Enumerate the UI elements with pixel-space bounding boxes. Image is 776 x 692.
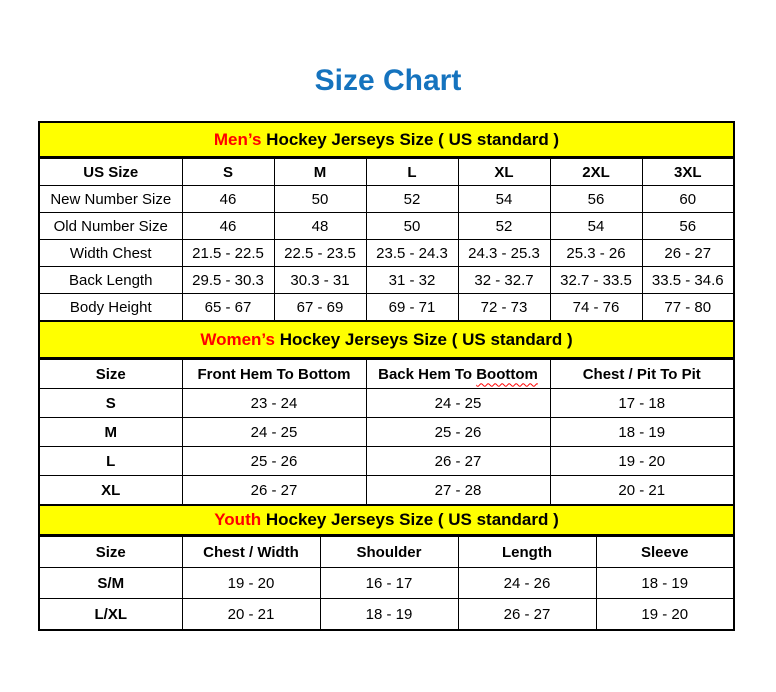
size-cell: 24 - 25 bbox=[182, 418, 366, 447]
size-cell: 60 bbox=[642, 186, 734, 213]
size-cell: 29.5 - 30.3 bbox=[182, 267, 274, 294]
table-row bbox=[39, 418, 734, 447]
womens-table bbox=[38, 359, 735, 506]
size-cell: 48 bbox=[274, 213, 366, 240]
size-cell: 26 - 27 bbox=[458, 599, 596, 631]
row-label: Width Chest bbox=[39, 240, 182, 267]
column-header: M bbox=[274, 159, 366, 186]
size-cell: 23.5 - 24.3 bbox=[366, 240, 458, 267]
row-label: S bbox=[39, 389, 182, 418]
mens-header-row bbox=[39, 159, 734, 186]
size-cell: 19 - 20 bbox=[596, 599, 734, 631]
row-label: XL bbox=[39, 476, 182, 506]
size-cell: 26 - 27 bbox=[642, 240, 734, 267]
size-cell: 21.5 - 22.5 bbox=[182, 240, 274, 267]
size-cell: 17 - 18 bbox=[550, 389, 734, 418]
youth-table bbox=[38, 536, 735, 631]
table-row bbox=[39, 213, 734, 240]
column-header: Size bbox=[39, 360, 182, 389]
youth-section bbox=[38, 506, 735, 631]
mens-section bbox=[38, 121, 735, 322]
column-header: Front Hem To Bottom bbox=[182, 360, 366, 389]
size-cell: 27 - 28 bbox=[366, 476, 550, 506]
size-cell: 56 bbox=[642, 213, 734, 240]
size-cell: 67 - 69 bbox=[274, 294, 366, 322]
size-cell: 25.3 - 26 bbox=[550, 240, 642, 267]
column-header: S bbox=[182, 159, 274, 186]
size-cell: 52 bbox=[366, 186, 458, 213]
womens-section-title bbox=[38, 322, 735, 359]
column-header-text: Back Hem To bbox=[378, 365, 473, 383]
table-row bbox=[39, 599, 734, 631]
size-cell: 18 - 19 bbox=[320, 599, 458, 631]
size-cell: 20 - 21 bbox=[550, 476, 734, 506]
column-header: XL bbox=[458, 159, 550, 186]
column-header: 2XL bbox=[550, 159, 642, 186]
misspelled-word: Boottom bbox=[476, 365, 538, 383]
table-row bbox=[39, 568, 734, 599]
table-row bbox=[39, 294, 734, 322]
youth-section-title bbox=[38, 506, 735, 536]
column-header: Sleeve bbox=[596, 537, 734, 568]
youth-band-accent: Youth bbox=[214, 510, 262, 529]
womens-header-row bbox=[39, 360, 734, 389]
size-cell: 72 - 73 bbox=[458, 294, 550, 322]
size-cell: 26 - 27 bbox=[366, 447, 550, 476]
size-cell: 54 bbox=[550, 213, 642, 240]
size-cell: 19 - 20 bbox=[550, 447, 734, 476]
table-row bbox=[39, 186, 734, 213]
size-cell: 56 bbox=[550, 186, 642, 213]
page-title: Size Chart bbox=[314, 64, 462, 97]
size-cell: 23 - 24 bbox=[182, 389, 366, 418]
size-cell: 16 - 17 bbox=[320, 568, 458, 599]
womens-band-text: Hockey Jerseys Size ( US standard ) bbox=[279, 330, 573, 349]
row-label: Back Length bbox=[39, 267, 182, 294]
size-cell: 18 - 19 bbox=[596, 568, 734, 599]
size-cell: 74 - 76 bbox=[550, 294, 642, 322]
size-cell: 20 - 21 bbox=[182, 599, 320, 631]
youth-band-text: Hockey Jerseys Size ( US standard ) bbox=[265, 510, 559, 529]
column-header: 3XL bbox=[642, 159, 734, 186]
size-cell: 19 - 20 bbox=[182, 568, 320, 599]
column-header: Length bbox=[458, 537, 596, 568]
size-cell: 24 - 26 bbox=[458, 568, 596, 599]
size-cell: 32 - 32.7 bbox=[458, 267, 550, 294]
size-cell: 18 - 19 bbox=[550, 418, 734, 447]
table-row bbox=[39, 240, 734, 267]
column-header: Chest / Pit To Pit bbox=[550, 360, 734, 389]
size-cell: 25 - 26 bbox=[366, 418, 550, 447]
size-cell: 52 bbox=[458, 213, 550, 240]
womens-band-accent: Women’s bbox=[200, 330, 275, 349]
youth-header-row bbox=[39, 537, 734, 568]
row-label: S/M bbox=[39, 568, 182, 599]
size-cell: 54 bbox=[458, 186, 550, 213]
size-cell: 26 - 27 bbox=[182, 476, 366, 506]
size-cell: 32.7 - 33.5 bbox=[550, 267, 642, 294]
column-header: Chest / Width bbox=[182, 537, 320, 568]
table-row bbox=[39, 267, 734, 294]
size-cell: 30.3 - 31 bbox=[274, 267, 366, 294]
size-cell: 31 - 32 bbox=[366, 267, 458, 294]
column-header: L bbox=[366, 159, 458, 186]
row-label: L bbox=[39, 447, 182, 476]
size-cell: 22.5 - 23.5 bbox=[274, 240, 366, 267]
mens-band-text: Hockey Jerseys Size ( US standard ) bbox=[266, 130, 560, 149]
size-cell: 69 - 71 bbox=[366, 294, 458, 322]
column-header: Size bbox=[39, 537, 182, 568]
size-cell: 50 bbox=[366, 213, 458, 240]
table-row bbox=[39, 389, 734, 418]
size-cell: 46 bbox=[182, 186, 274, 213]
mens-table bbox=[38, 158, 735, 322]
column-header bbox=[366, 360, 550, 389]
size-cell: 24 - 25 bbox=[366, 389, 550, 418]
size-cell: 33.5 - 34.6 bbox=[642, 267, 734, 294]
table-row bbox=[39, 447, 734, 476]
size-cell: 25 - 26 bbox=[182, 447, 366, 476]
row-label: L/XL bbox=[39, 599, 182, 631]
row-label: New Number Size bbox=[39, 186, 182, 213]
row-label: M bbox=[39, 418, 182, 447]
row-label: Old Number Size bbox=[39, 213, 182, 240]
size-chart-tables bbox=[38, 121, 735, 631]
size-cell: 50 bbox=[274, 186, 366, 213]
size-cell: 46 bbox=[182, 213, 274, 240]
column-header: Shoulder bbox=[320, 537, 458, 568]
size-cell: 77 - 80 bbox=[642, 294, 734, 322]
table-row bbox=[39, 476, 734, 506]
womens-section bbox=[38, 322, 735, 506]
size-cell: 24.3 - 25.3 bbox=[458, 240, 550, 267]
mens-band-accent: Men’s bbox=[213, 130, 262, 149]
column-header: US Size bbox=[39, 159, 182, 186]
row-label: Body Height bbox=[39, 294, 182, 322]
size-cell: 65 - 67 bbox=[182, 294, 274, 322]
mens-section-title bbox=[38, 121, 735, 158]
